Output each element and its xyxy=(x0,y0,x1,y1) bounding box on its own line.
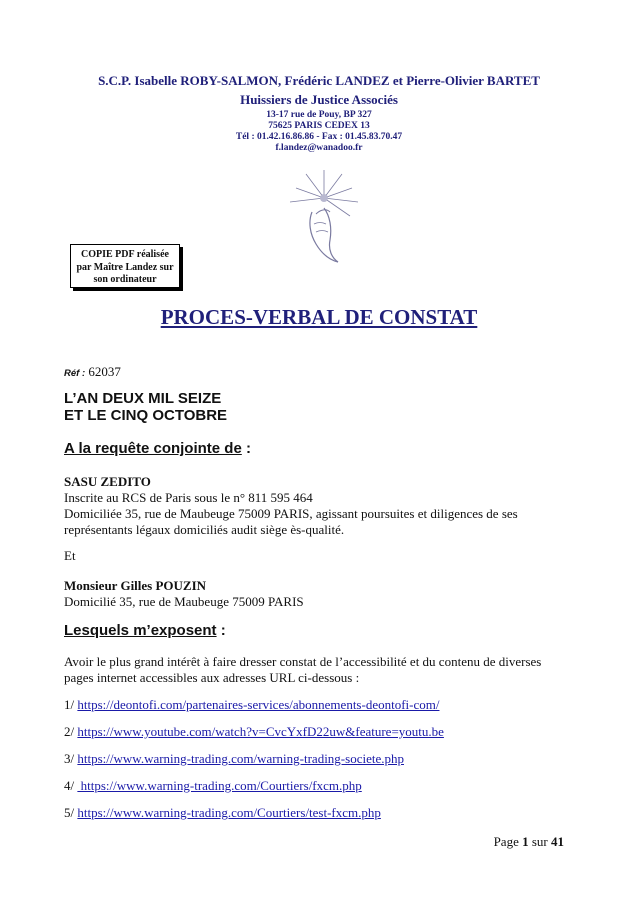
url-item-1 xyxy=(64,697,439,713)
page-label: Page xyxy=(493,834,519,849)
url-item-4 xyxy=(64,778,362,794)
firm-name: S.C.P. Isabelle ROBY-SALMON, Frédéric LANDEZ et Pierre-Olivier BARTET xyxy=(98,73,540,88)
url-link[interactable]: https://www.youtube.com/watch?v=CvcYxfD22uw&feature=youtu.be xyxy=(77,724,444,739)
intro-line-2: pages internet accessibles aux adresses URL ci-dessous : xyxy=(64,670,360,685)
reference-label: Réf : xyxy=(64,368,86,379)
requete-heading-text: A la requête conjointe de xyxy=(64,440,242,457)
url-link[interactable]: https://www.warning-trading.com/Courtiers/fxcm.php xyxy=(77,778,362,793)
reference-value: 62037 xyxy=(88,364,121,379)
url-item-3 xyxy=(64,751,404,767)
party1-address: Domiciliée 35, rue de Maubeuge 75009 PARIS, agissant poursuites et diligences de ses xyxy=(64,506,518,521)
exposent-heading-suffix: : xyxy=(216,622,226,639)
requete-heading-suffix: : xyxy=(241,440,251,457)
party2-name: Monsieur Gilles POUZIN xyxy=(64,578,207,593)
url-number: 1/ xyxy=(64,697,78,712)
page-footer xyxy=(494,834,564,850)
exposent-heading xyxy=(64,622,226,639)
url-link[interactable]: https://deontofi.com/partenaires-services/abonnements-deontofi-com/ xyxy=(77,697,440,712)
page-separator: sur xyxy=(531,834,548,849)
copy-notice-line-1: COPIE PDF réalisée xyxy=(81,249,169,260)
url-number: 3/ xyxy=(64,751,78,766)
document-title: PROCES-VERBAL DE CONSTAT xyxy=(160,305,478,329)
party1-representatives: représentants légaux domiciliés audit siège ès-qualité. xyxy=(64,522,345,537)
url-link[interactable]: https://www.warning-trading.com/Courtiers/test-fxcm.php xyxy=(77,805,381,820)
pdf-copy-notice xyxy=(70,244,180,288)
intro-line-1: Avoir le plus grand intérêt à faire dresser constat de l’accessibilité et du contenu de diverses xyxy=(64,654,542,669)
copy-notice-line-2: par Maître Landez sur xyxy=(76,261,174,273)
address-line-1: 13-17 rue de Pouy, BP 327 xyxy=(266,110,372,120)
date-line-1: L’AN DEUX MIL SEIZE xyxy=(64,390,222,407)
party2-address: Domicilié 35, rue de Maubeuge 75009 PARIS xyxy=(64,594,304,609)
party1-name: SASU ZEDITO xyxy=(64,474,151,489)
page-number: 1 xyxy=(522,834,529,849)
party1-rcs: Inscrite au RCS de Paris sous le n° 811 595 464 xyxy=(64,490,313,505)
associates-line: Huissiers de Justice Associés xyxy=(240,92,398,107)
phone-fax-line: Tél : 01.42.16.86.86 - Fax : 01.45.83.70.47 xyxy=(235,132,403,142)
reference xyxy=(64,364,121,380)
address-line-2: 75625 PARIS CEDEX 13 xyxy=(268,121,370,131)
url-number: 4/ xyxy=(64,778,78,793)
url-item-5 xyxy=(64,805,381,821)
date-line-2: ET LE CINQ OCTOBRE xyxy=(64,407,228,424)
url-number: 2/ xyxy=(64,724,78,739)
url-number: 5/ xyxy=(64,805,78,820)
email-line: f.landez@wanadoo.fr xyxy=(275,143,363,153)
requete-heading xyxy=(64,440,251,457)
conjunction: Et xyxy=(64,548,76,563)
justice-hand-logo-icon xyxy=(272,168,372,266)
url-link[interactable]: https://www.warning-trading.com/warning-trading-societe.php xyxy=(77,751,404,766)
page-total: 41 xyxy=(551,834,564,849)
exposent-heading-text: Lesquels m’exposent xyxy=(64,622,217,639)
copy-notice-line-3: son ordinateur xyxy=(93,274,157,285)
url-item-2 xyxy=(64,724,444,740)
